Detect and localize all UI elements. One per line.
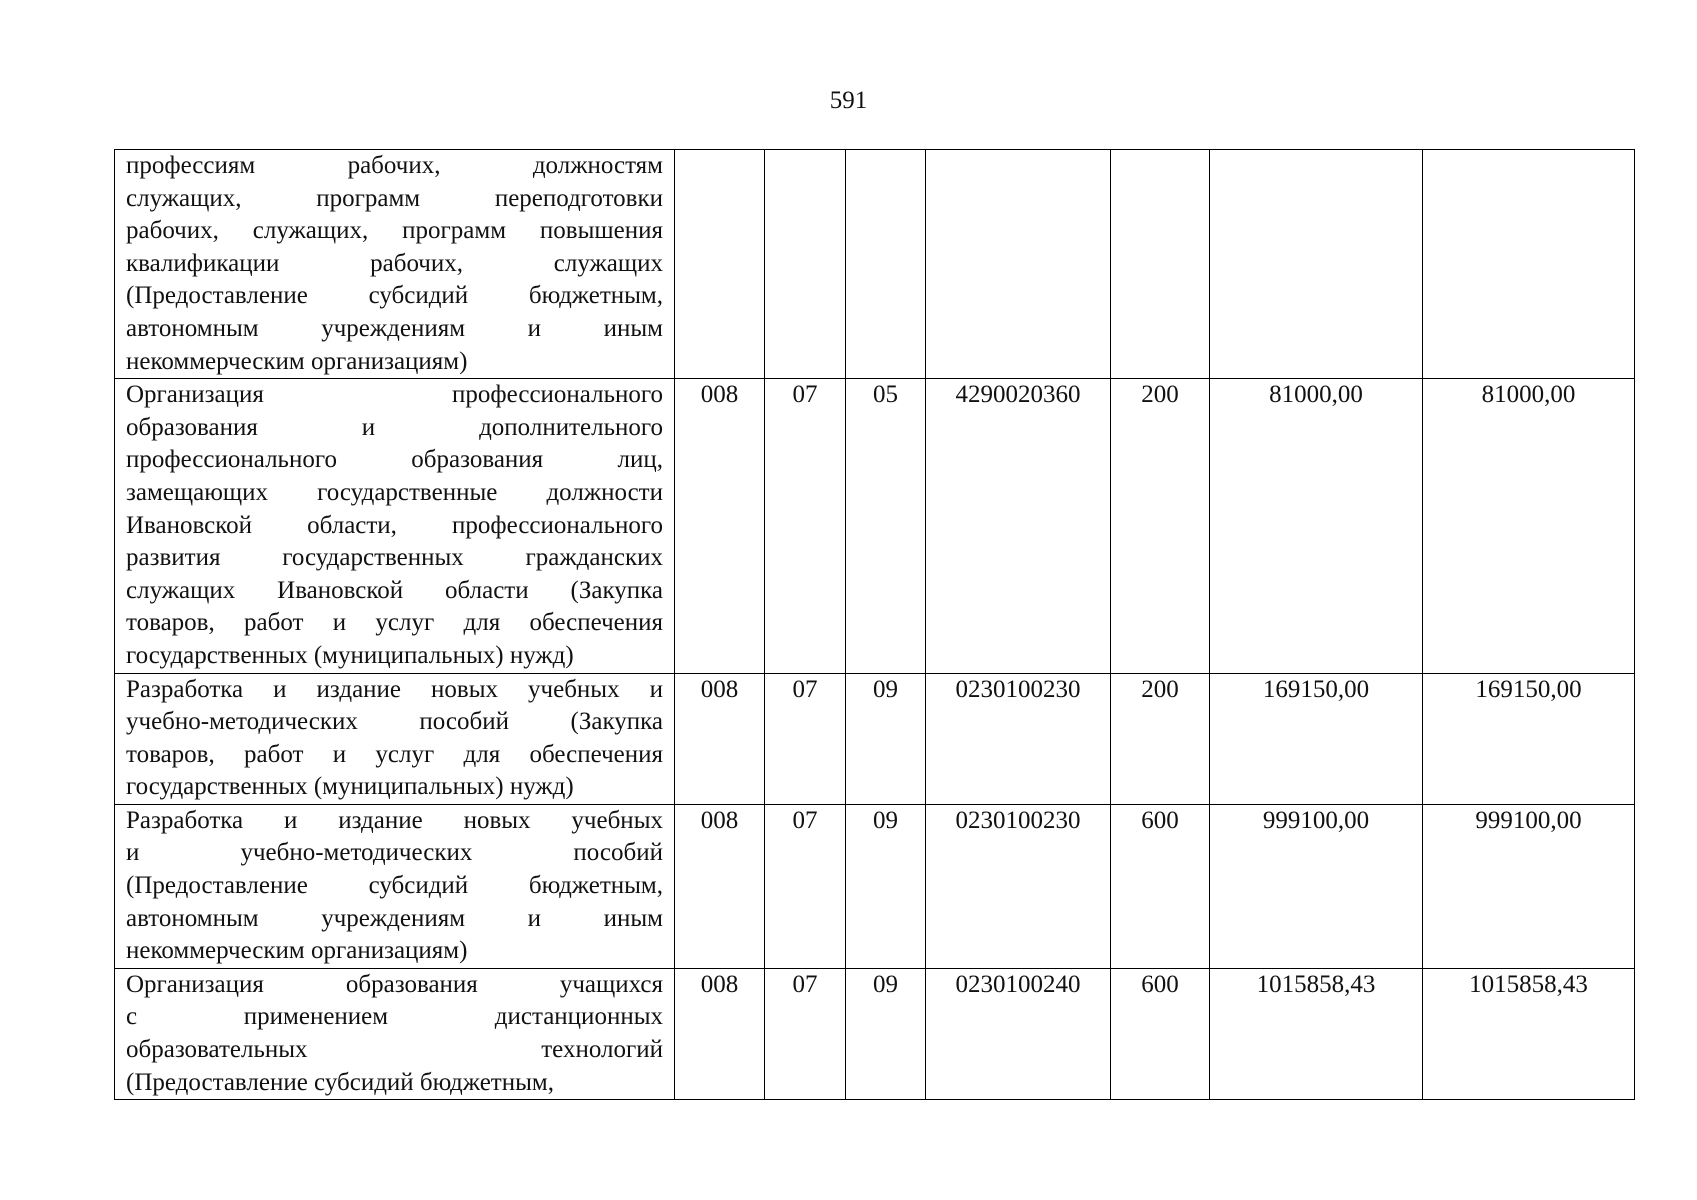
description-line: товаров, работ и услуг для обеспечения [126,740,663,768]
ministry-code-cell: 008 [675,804,765,968]
description-line: товаров, работ и услуг для обеспечения [126,609,663,637]
table-row [115,804,1635,968]
expense-type-cell: 200 [1111,379,1210,673]
description-line: профессионального образования лиц, [126,446,663,474]
subsection-code-cell [846,150,926,379]
amount-1-cell: 999100,00 [1210,804,1423,968]
description-line: автономным учреждениям и иным [126,904,663,932]
ministry-code-cell: 008 [675,673,765,804]
description-line: замещающих государственные должности [126,478,663,506]
target-article-cell: 0230100240 [926,968,1111,1099]
table-row [115,673,1635,804]
description-cell [115,379,675,673]
description-line: образования и дополнительного [126,413,663,441]
amount-1-cell: 169150,00 [1210,673,1423,804]
description-line: государственных (муниципальных) нужд) [126,641,574,669]
ministry-code-cell: 008 [675,379,765,673]
description-line: некоммерческим организациям) [126,937,468,965]
description-line: некоммерческим организациям) [126,347,468,375]
description-line: Организация образования учащихся [126,970,663,998]
description-line: с применением дистанционных [126,1003,663,1031]
table-body [115,150,1635,1100]
description-line: государственных (муниципальных) нужд) [126,773,574,801]
amount-2-cell [1423,150,1635,379]
description-line: Ивановской области, профессионального [126,511,663,539]
subsection-code-cell: 05 [846,379,926,673]
table-row [115,150,1635,379]
subsection-code-cell: 09 [846,804,926,968]
expense-type-cell [1111,150,1210,379]
page-number: 591 [829,87,868,114]
description-cell [115,968,675,1099]
section-code-cell: 07 [765,968,846,1099]
description-line: (Предоставление субсидий бюджетным, [126,872,663,900]
subsection-code-cell: 09 [846,968,926,1099]
target-article-cell [926,150,1111,379]
amount-1-cell: 81000,00 [1210,379,1423,673]
description-line: служащих Ивановской области (Закупка [126,576,663,604]
description-cell [115,804,675,968]
amount-2-cell: 81000,00 [1423,379,1635,673]
description-line: рабочих, служащих, программ повышения [126,217,663,245]
expense-type-cell: 200 [1111,673,1210,804]
description-line: учебно-методических пособий (Закупка [126,708,663,736]
target-article-cell: 0230100230 [926,673,1111,804]
amount-2-cell: 169150,00 [1423,673,1635,804]
description-line: образовательных технологий [126,1036,663,1064]
description-line: (Предоставление субсидий бюджетным, [126,1068,554,1096]
section-code-cell: 07 [765,673,846,804]
table-row [115,379,1635,673]
description-line: Разработка и издание новых учебных и [126,675,663,703]
amount-1-cell: 1015858,43 [1210,968,1423,1099]
description-line: Разработка и издание новых учебных [126,806,663,834]
description-line: профессиям рабочих, должностям [126,152,663,179]
ministry-code-cell: 008 [675,968,765,1099]
section-code-cell: 07 [765,379,846,673]
budget-table [114,149,1635,1100]
subsection-code-cell: 09 [846,673,926,804]
expense-type-cell: 600 [1111,968,1210,1099]
table-row [115,968,1635,1099]
description-cell [115,150,675,379]
target-article-cell: 0230100230 [926,804,1111,968]
amount-2-cell: 1015858,43 [1423,968,1635,1099]
section-code-cell [765,150,846,379]
amount-2-cell: 999100,00 [1423,804,1635,968]
expense-type-cell: 600 [1111,804,1210,968]
section-code-cell: 07 [765,804,846,968]
description-line: служащих, программ переподготовки [126,184,663,212]
description-line: автономным учреждениям и иным [126,314,663,342]
amount-1-cell [1210,150,1423,379]
description-line: (Предоставление субсидий бюджетным, [126,282,663,310]
description-line: квалификации рабочих, служащих [126,249,663,277]
ministry-code-cell [675,150,765,379]
description-line: Организация профессионального [126,381,663,409]
target-article-cell: 4290020360 [926,379,1111,673]
description-line: развития государственных гражданских [126,544,663,572]
description-line: и учебно-методических пособий [126,839,663,867]
description-cell [115,673,675,804]
